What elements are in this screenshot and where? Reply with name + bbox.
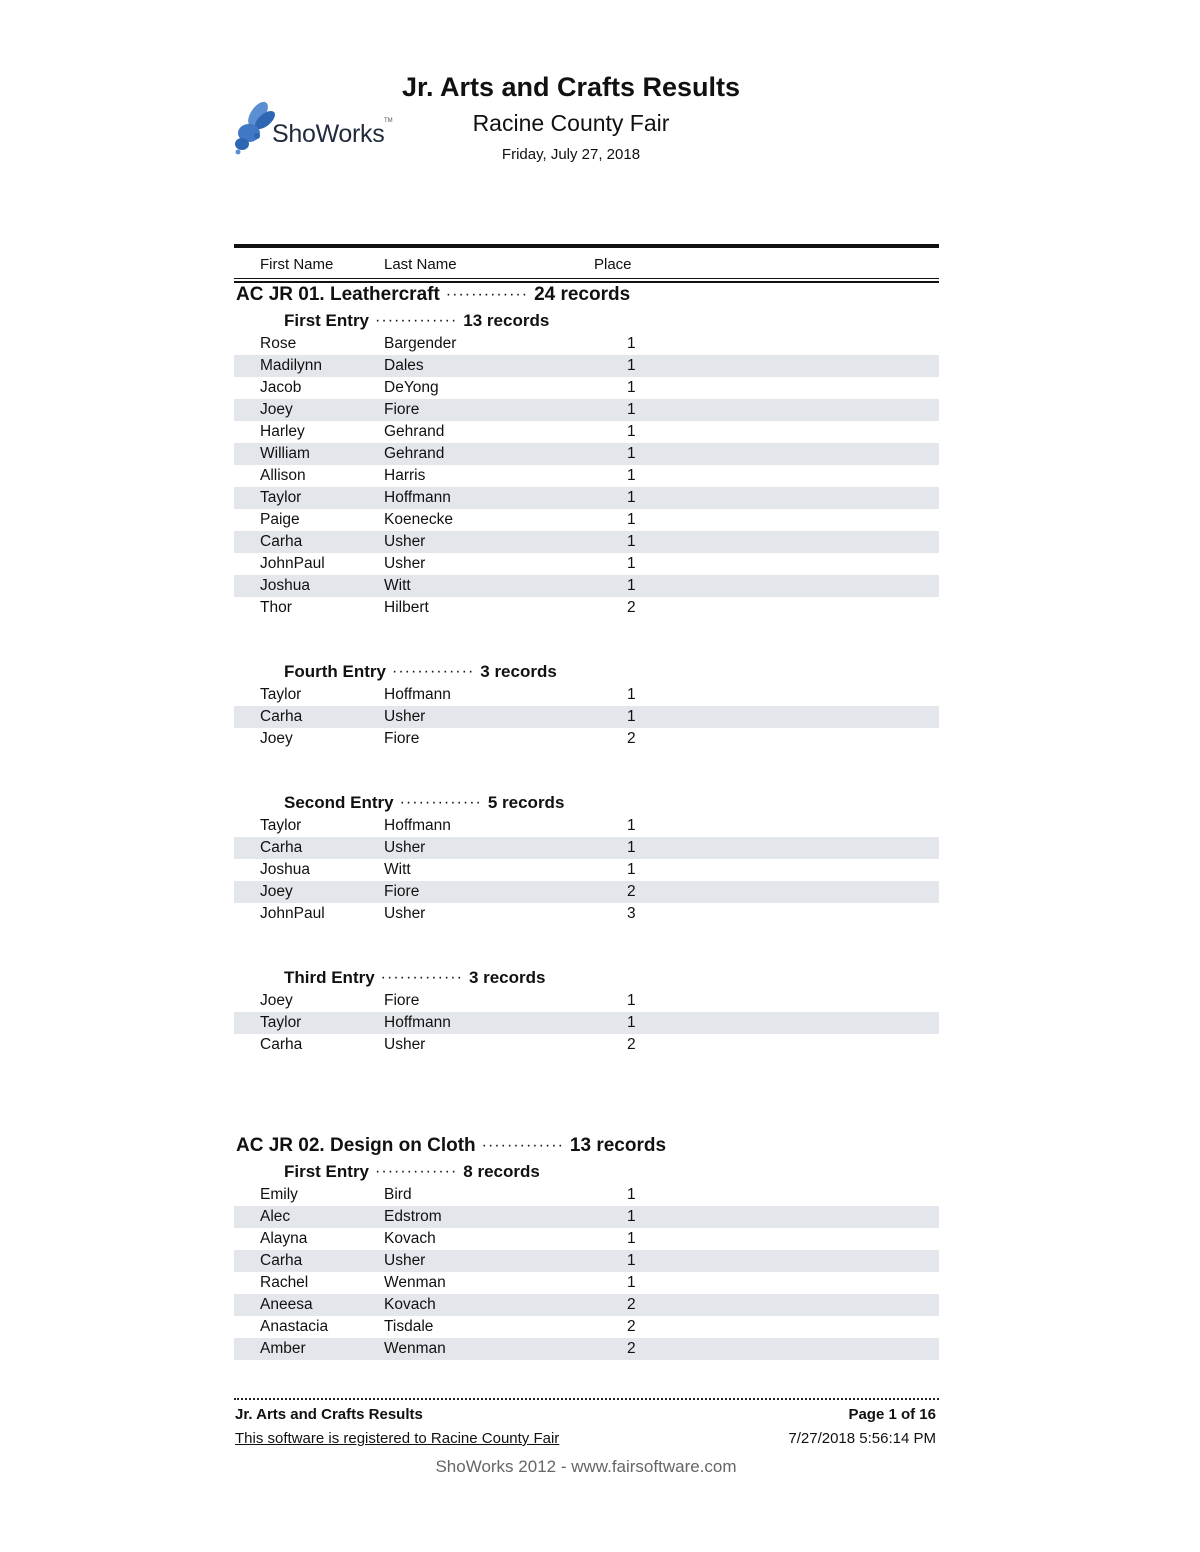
first-name-cell: Joey: [260, 883, 293, 900]
entry-title: [234, 1160, 939, 1184]
table-row: [234, 1228, 939, 1250]
table-row: [234, 399, 939, 421]
last-name-cell: Usher: [384, 905, 426, 922]
place-cell: 1: [627, 817, 636, 834]
place-cell: 1: [627, 467, 636, 484]
entry-name: First Entry: [284, 311, 370, 330]
last-name-cell: Usher: [384, 839, 426, 856]
entry-group: [234, 1160, 939, 1360]
results-list: [234, 281, 939, 1360]
last-name-cell: Hoffmann: [384, 489, 451, 506]
entry-name: Third Entry: [284, 968, 375, 987]
logo-trademark: TM: [384, 118, 393, 124]
registration-link[interactable]: This software is registered to Racine County Fair: [235, 1430, 560, 1447]
first-name-cell: Joey: [260, 730, 293, 747]
page-number: Page 1 of 16: [848, 1406, 936, 1423]
last-name-cell: DeYong: [384, 379, 439, 396]
showorks-logo: [232, 100, 402, 162]
table-row: [234, 531, 939, 553]
place-cell: 2: [627, 1036, 636, 1053]
table-row: [234, 859, 939, 881]
first-name-cell: Taylor: [260, 686, 302, 703]
first-name-cell: Rose: [260, 335, 297, 352]
first-name-cell: JohnPaul: [260, 905, 325, 922]
place-cell: 2: [627, 730, 636, 747]
last-name-cell: Usher: [384, 1252, 426, 1269]
report-date: Friday, July 27, 2018: [501, 146, 641, 163]
last-name-cell: Usher: [384, 555, 426, 572]
leader-dots: ·············: [375, 312, 458, 329]
first-name-cell: Carha: [260, 533, 303, 550]
class-record-count: 24 records: [534, 284, 631, 305]
entry-title: [234, 660, 939, 684]
table-row: [234, 684, 939, 706]
last-name-cell: Gehrand: [384, 423, 445, 440]
first-name-cell: Paige: [260, 511, 300, 528]
first-name-cell: Joey: [260, 992, 293, 1009]
last-name-cell: Usher: [384, 1036, 426, 1053]
class-title: [234, 281, 939, 309]
place-cell: 1: [627, 533, 636, 550]
last-name-cell: Harris: [384, 467, 426, 484]
leader-dots: ·············: [481, 1137, 564, 1154]
place-cell: 1: [627, 555, 636, 572]
first-name-cell: Madilynn: [260, 357, 323, 374]
last-name-cell: Koenecke: [384, 511, 453, 528]
entry-group: [234, 309, 939, 619]
table-row: [234, 333, 939, 355]
table-row: [234, 421, 939, 443]
class-record-count: 13 records: [569, 1135, 667, 1156]
last-name-cell: Hilbert: [384, 599, 429, 616]
leader-dots: ·············: [399, 794, 482, 811]
table-row: [234, 881, 939, 903]
place-cell: 1: [627, 1186, 636, 1203]
last-name-cell: Wenman: [384, 1340, 446, 1357]
place-cell: 1: [627, 839, 636, 856]
entry-record-count: 5 records: [487, 793, 565, 812]
last-name-cell: Wenman: [384, 1274, 446, 1291]
place-cell: 1: [627, 489, 636, 506]
place-cell: 1: [627, 1014, 636, 1031]
place-cell: 3: [627, 905, 636, 922]
place-cell: 2: [627, 883, 636, 900]
table-row: [234, 465, 939, 487]
first-name-cell: Alayna: [260, 1230, 308, 1247]
first-name-cell: Alec: [260, 1208, 291, 1225]
last-name-cell: Hoffmann: [384, 1014, 451, 1031]
software-credit: ShoWorks 2012 - www.fairsoftware.com: [435, 1457, 737, 1476]
first-name-cell: Taylor: [260, 817, 302, 834]
place-cell: 1: [627, 1230, 636, 1247]
first-name-cell: Amber: [260, 1340, 306, 1357]
last-name-cell: Gehrand: [384, 445, 445, 462]
column-place: Place: [594, 256, 632, 273]
last-name-cell: Hoffmann: [384, 686, 451, 703]
class-section: [234, 281, 939, 1056]
place-cell: 1: [627, 1274, 636, 1291]
place-cell: 2: [627, 599, 636, 616]
last-name-cell: Dales: [384, 357, 424, 374]
first-name-cell: Emily: [260, 1186, 298, 1203]
first-name-cell: William: [260, 445, 310, 462]
class-title: [234, 1132, 939, 1160]
place-cell: 1: [627, 401, 636, 418]
entry-record-count: 8 records: [463, 1162, 540, 1181]
table-row: [234, 509, 939, 531]
first-name-cell: Thor: [260, 599, 292, 616]
place-cell: 1: [627, 1252, 636, 1269]
class-section: [234, 1132, 939, 1360]
first-name-cell: Carha: [260, 708, 303, 725]
entry-name: Second Entry: [284, 793, 394, 812]
entry-title: [234, 966, 939, 990]
place-cell: 1: [627, 357, 636, 374]
first-name-cell: Allison: [260, 467, 306, 484]
leader-dots: ·············: [375, 1163, 458, 1180]
last-name-cell: Usher: [384, 708, 426, 725]
first-name-cell: Carha: [260, 1252, 303, 1269]
table-row: [234, 377, 939, 399]
place-cell: 1: [627, 379, 636, 396]
entry-group: [234, 791, 939, 925]
first-name-cell: Carha: [260, 1036, 303, 1053]
table-row: [234, 355, 939, 377]
print-timestamp: 7/27/2018 5:56:14 PM: [788, 1430, 936, 1447]
footer-divider: [234, 1398, 939, 1400]
page-title: Jr. Arts and Crafts Results: [401, 72, 741, 102]
last-name-cell: Kovach: [384, 1230, 436, 1247]
table-row: [234, 1012, 939, 1034]
table-row: [234, 1338, 939, 1360]
logo-text: ShoWorks: [272, 120, 385, 148]
first-name-cell: Carha: [260, 839, 303, 856]
last-name-cell: Bargender: [384, 335, 457, 352]
first-name-cell: Harley: [260, 423, 305, 440]
place-cell: 2: [627, 1340, 636, 1357]
column-last-name: Last Name: [384, 256, 457, 273]
table-row: [234, 903, 939, 925]
first-name-cell: Joshua: [260, 861, 310, 878]
table-row: [234, 597, 939, 619]
last-name-cell: Fiore: [384, 883, 420, 900]
leader-dots: ·············: [392, 663, 475, 680]
last-name-cell: Witt: [384, 861, 411, 878]
last-name-cell: Usher: [384, 533, 426, 550]
class-name: AC JR 02. Design on Cloth: [236, 1135, 476, 1156]
last-name-cell: Kovach: [384, 1296, 436, 1313]
place-cell: 1: [627, 577, 636, 594]
table-row: [234, 1294, 939, 1316]
place-cell: 2: [627, 1296, 636, 1313]
first-name-cell: Taylor: [260, 489, 302, 506]
last-name-cell: Fiore: [384, 730, 420, 747]
last-name-cell: Fiore: [384, 401, 420, 418]
column-first-name: First Name: [260, 256, 334, 273]
table-row: [234, 553, 939, 575]
entry-group: [234, 660, 939, 750]
place-cell: 1: [627, 335, 636, 352]
place-cell: 1: [627, 686, 636, 703]
place-cell: 1: [627, 445, 636, 462]
table-row: [234, 815, 939, 837]
leader-dots: ·············: [445, 286, 529, 303]
first-name-cell: Anastacia: [260, 1318, 329, 1335]
footer-title: Jr. Arts and Crafts Results: [235, 1406, 423, 1423]
place-cell: 1: [627, 423, 636, 440]
last-name-cell: Fiore: [384, 992, 420, 1009]
first-name-cell: Rachel: [260, 1274, 309, 1291]
last-name-cell: Bird: [384, 1186, 412, 1203]
first-name-cell: Taylor: [260, 1014, 302, 1031]
place-cell: 1: [627, 708, 636, 725]
place-cell: 1: [627, 1208, 636, 1225]
first-name-cell: Aneesa: [260, 1296, 313, 1313]
place-cell: 1: [627, 992, 636, 1009]
entry-name: First Entry: [284, 1162, 370, 1181]
table-row: [234, 487, 939, 509]
entry-group: [234, 966, 939, 1056]
table-row: [234, 1316, 939, 1338]
last-name-cell: Tisdale: [384, 1318, 434, 1335]
table-row: [234, 706, 939, 728]
place-cell: 1: [627, 511, 636, 528]
entry-record-count: 3 records: [480, 662, 557, 681]
last-name-cell: Hoffmann: [384, 817, 451, 834]
entry-record-count: 13 records: [463, 311, 550, 330]
table-row: [234, 728, 939, 750]
entry-title: [234, 309, 939, 333]
last-name-cell: Edstrom: [384, 1208, 442, 1225]
table-row: [234, 990, 939, 1012]
first-name-cell: Joshua: [260, 577, 310, 594]
table-row: [234, 443, 939, 465]
rabbit-logo-icon: [232, 100, 276, 158]
class-name: AC JR 01. Leathercraft: [236, 284, 440, 305]
last-name-cell: Witt: [384, 577, 411, 594]
table-row: [234, 1250, 939, 1272]
place-cell: 2: [627, 1318, 636, 1335]
table-row: [234, 1272, 939, 1294]
table-row: [234, 837, 939, 859]
table-row: [234, 575, 939, 597]
column-header: [234, 244, 939, 279]
entry-title: [234, 791, 939, 815]
first-name-cell: Jacob: [260, 379, 302, 396]
place-cell: 1: [627, 861, 636, 878]
entry-name: Fourth Entry: [284, 662, 386, 681]
table-row: [234, 1034, 939, 1056]
leader-dots: ·············: [380, 969, 463, 986]
first-name-cell: JohnPaul: [260, 555, 325, 572]
table-row: [234, 1184, 939, 1206]
first-name-cell: Joey: [260, 401, 293, 418]
table-row: [234, 1206, 939, 1228]
page-subtitle: Racine County Fair: [472, 110, 670, 136]
entry-record-count: 3 records: [468, 968, 546, 987]
